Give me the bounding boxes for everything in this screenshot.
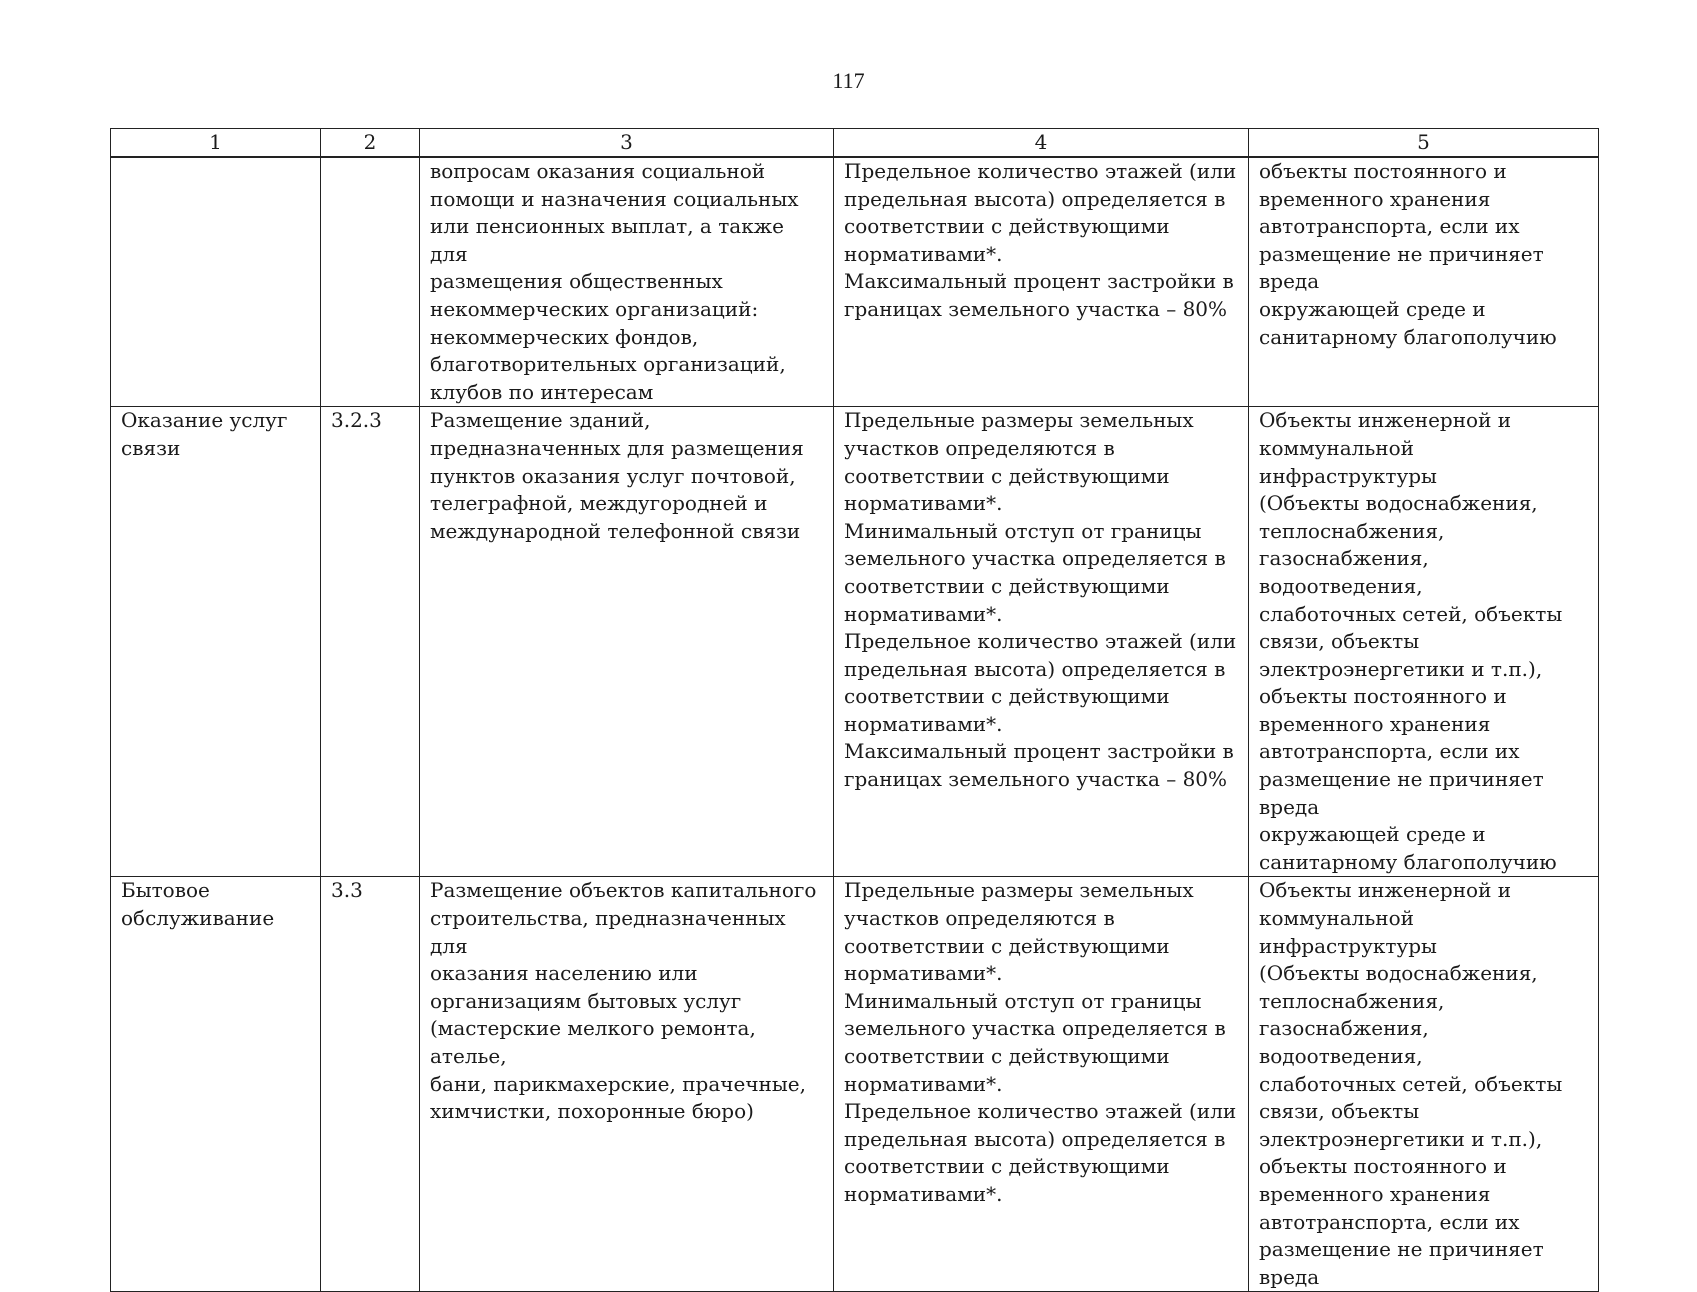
parameters-cell	[834, 407, 1249, 877]
use-description-cell	[420, 877, 834, 1292]
auxiliary-uses-cell	[1249, 877, 1599, 1292]
use-description-cell	[420, 157, 834, 407]
parameters-cell	[834, 877, 1249, 1292]
use-name-cell	[111, 157, 321, 407]
use-code-cell	[321, 157, 420, 407]
column-header-3: 3	[420, 129, 834, 158]
table-row	[111, 407, 1599, 877]
auxiliary-uses: Объекты инженерной и коммунальной инфраструктуры (Объекты водоснабжения, теплоснабжения, газоснабжения, водоотведения, слаботочных сетей, объекты связи, объекты электроэнергетики и т.п.), объекты постоянного и временного хранения автотранспорта, если их размещение не причиняет вреда	[1259, 878, 1563, 1289]
use-description: Размещение зданий, предназначенных для размещения пунктов оказания услуг почтовой, телеграфной, междугородней и международной телефонной связи	[430, 408, 804, 543]
auxiliary-uses: Объекты инженерной и коммунальной инфраструктуры (Объекты водоснабжения, теплоснабжения, газоснабжения, водоотведения, слаботочных сетей, объекты связи, объекты электроэнергетики и т.п.), объекты постоянного и временного хранения автотранспорта, если их размещение не причиняет вреда окружающей среде и санитарному благополучию	[1259, 408, 1563, 874]
table-row	[111, 157, 1599, 407]
use-description: вопросам оказания социальной помощи и назначения социальных или пенсионных выплат, а также для размещения общественных некоммерческих организаций: некоммерческих фондов, благотворительных организаций, клубов по интересам	[430, 159, 799, 404]
use-name-cell	[111, 407, 321, 877]
auxiliary-uses: объекты постоянного и временного хранения автотранспорта, если их размещение не причиняет вреда окружающей среде и санитарному благополучию	[1259, 159, 1557, 349]
use-description-cell	[420, 407, 834, 877]
table-row	[111, 877, 1599, 1292]
parameters-cell	[834, 157, 1249, 407]
column-header-5: 5	[1249, 129, 1599, 158]
use-description: Размещение объектов капитального строительства, предназначенных для оказания населению или организациям бытовых услуг (мастерские мелкого ремонта, ателье, бани, парикмахерские, прачечные, химчистки, похоронные бюро)	[430, 878, 817, 1124]
use-name: Оказание услуг связи	[121, 408, 288, 460]
use-name: Бытовое обслуживание	[121, 878, 275, 931]
column-header-1: 1	[111, 129, 321, 158]
table-header-row	[111, 129, 1599, 158]
parameters: Предельное количество этажей (или предельная высота) определяется в соответствии с действующими нормативами*. Максимальный процент застройки в границах земельного участка – 80%	[844, 159, 1237, 321]
zoning-table	[110, 128, 1599, 1292]
auxiliary-uses-cell	[1249, 157, 1599, 407]
use-name-cell	[111, 877, 321, 1292]
use-code-cell	[321, 877, 420, 1292]
column-header-4: 4	[834, 129, 1249, 158]
column-header-2: 2	[321, 129, 420, 158]
parameters: Предельные размеры земельных участков определяются в соответствии с действующими нормативами*. Минимальный отступ от границы земельного участка определяется в соответствии с действующими нормативами*. Предельное количество этажей (или предельная высота) определяется в соответствии с действующими нормативами*.	[844, 878, 1237, 1206]
use-code-cell	[321, 407, 420, 877]
page-number: 117	[832, 68, 865, 93]
parameters: Предельные размеры земельных участков определяются в соответствии с действующими нормативами*. Минимальный отступ от границы земельного участка определяется в соответствии с действующими нормативами*. Предельное количество этажей (или предельная высота) определяется в соответствии с действующими нормативами*. Максимальный процент застройки в границах земельного участка – 80%	[844, 408, 1237, 792]
use-code: 3.2.3	[331, 408, 382, 433]
use-code: 3.3	[331, 878, 363, 903]
auxiliary-uses-cell	[1249, 407, 1599, 877]
